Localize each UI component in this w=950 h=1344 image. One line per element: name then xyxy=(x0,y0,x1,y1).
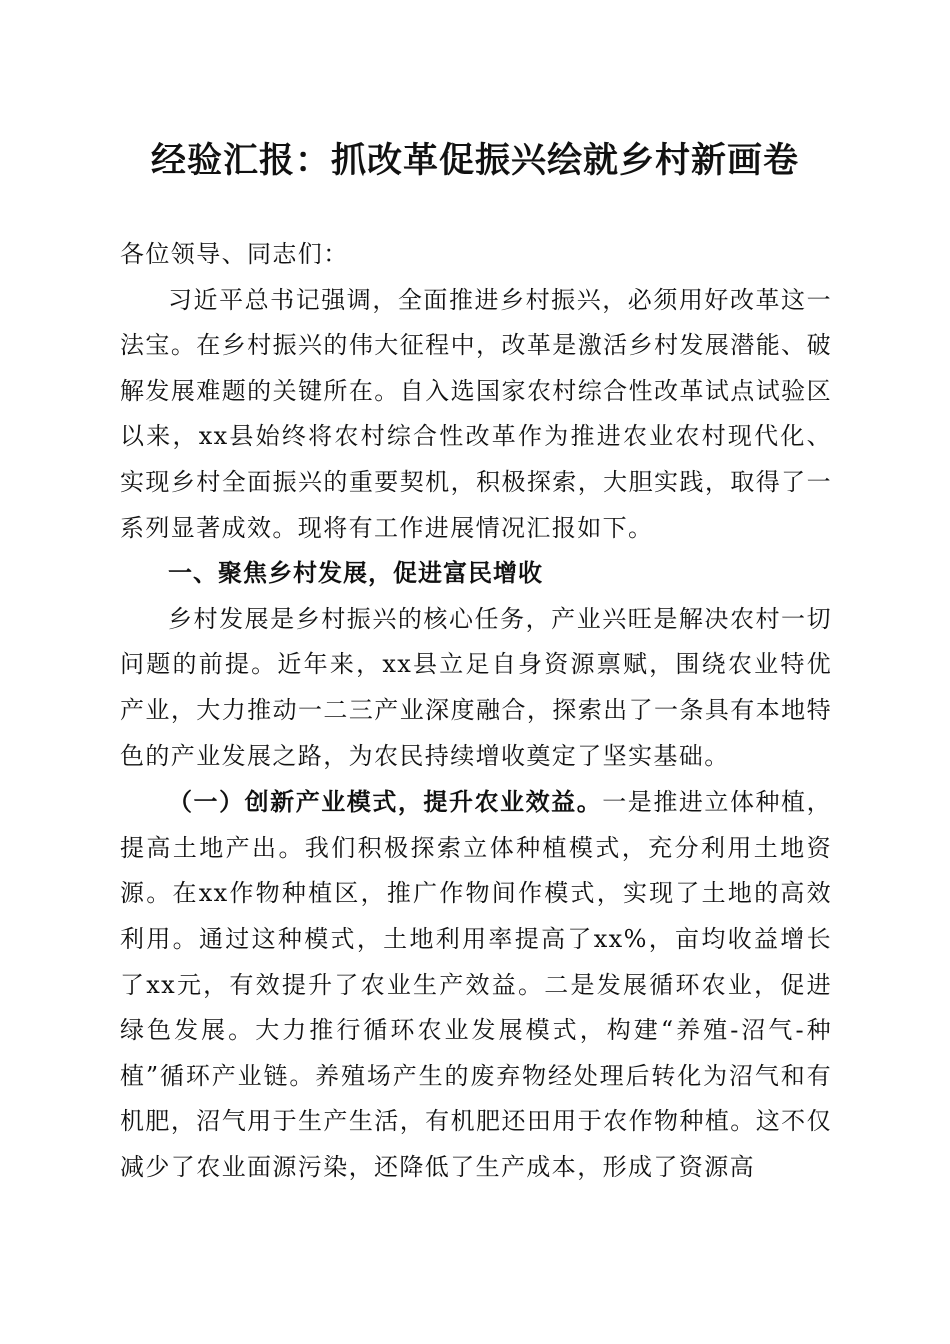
intro-paragraph: 习近平总书记强调，全面推进乡村振兴，必须用好改革这一法宝。在乡村振兴的伟大征程中，改革是激活乡村发展潜能、破解发展难题的关键所在。自入选国家农村综合性改革试点试验区以来，xx县始终将农村综合性改革作为推进农业农村现代化、实现乡村全面振兴的重要契机，积极探索，大胆实践，取得了一系列显著成效。现将有工作进展情况汇报如下。 xyxy=(120,285,832,542)
document-title: 经验汇报：抓改革促振兴绘就乡村新画卷 xyxy=(150,140,799,181)
section-heading: 一、聚焦乡村发展，促进富民增收 xyxy=(168,559,543,588)
salutation: 各位领导、同志们： xyxy=(120,240,349,268)
subsection-lead: （一）创新产业模式，提升农业效益。 xyxy=(168,787,603,817)
section-paragraph: 乡村发展是乡村振兴的核心任务，产业兴旺是解决农村一切问题的前提。近年来，xx县立足自身资源禀赋，围绕农业特优产业，大力推动一二三产业深度融合，探索出了一条具有本地特色的产业发展之路，为农民持续增收奠定了坚实基础。 xyxy=(120,604,832,770)
subsection-paragraph xyxy=(120,779,832,1190)
document-body xyxy=(120,232,832,1190)
subsection-text: 一是推进立体种植，提高土地产出。我们积极探索立体种植模式，充分利用土地资源。在xx作物种植区，推广作物间作模式，实现了土地的高效利用。通过这种模式，土地利用率提高了xx%，亩均收益增长了xx元，有效提升了农业生产效益。二是发展循环农业，促进绿色发展。大力推行循环农业发展模式，构建“养殖-沼气-种植”循环产业链。养殖场产生的废弃物经处理后转化为沼气和有机肥，沼气用于生产生活，有机肥还田用于农作物种植。这不仅减少了农业面源污染，还降低了生产成本，形成了资源高 xyxy=(120,788,832,1181)
